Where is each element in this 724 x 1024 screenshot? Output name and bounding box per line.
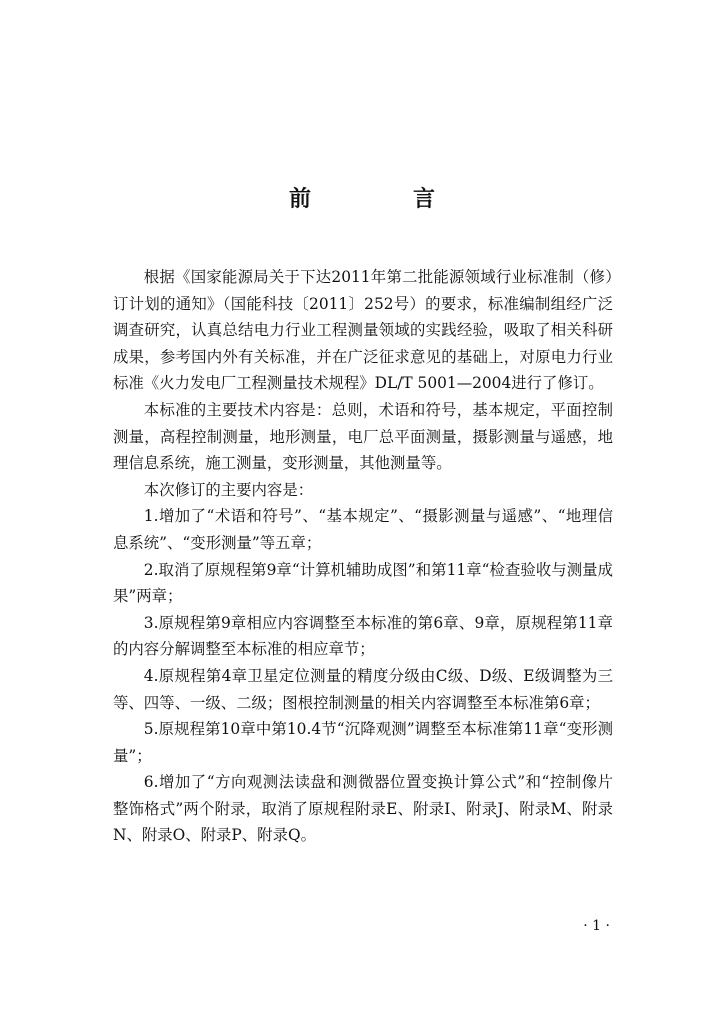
paragraph-revision-item-3: 3.原规程第9章相应内容调整至本标准的第6章、9章，原规程第11章的内容分解调整至本标准的相应章节；	[113, 613, 613, 659]
page-number: · 1 ·	[583, 918, 610, 934]
paragraph-revision-item-1: 1.增加了“术语和符号”、“基本规定”、“摄影测量与遥感”、“地理信息系统”、“变形测量”等五章；	[113, 507, 613, 552]
paragraph-main-content: 本标准的主要技术内容是：总则，术语和符号，基本规定，平面控制测量，高程控制测量，地形测量，电厂总平面测量，摄影测量与遥感，地理信息系统，施工测量，变形测量，其他测量等。	[113, 400, 613, 473]
paragraph-revision-item-5: 5.原规程第10章中第10.4节“沉降观测”调整至本标准第11章“变形测量”；	[113, 720, 613, 765]
paragraph-background: 根据《国家能源局关于下达2011年第二批能源领域行业标准制（修）订计划的通知》（国能科技〔2011〕252号）的要求，标准编制组经广泛调查研究，认真总结电力行业工程测量领域的实践经验，吸取了相关科研成果，参考国内外有关标准，并在广泛征求意见的基础上，对原电力行业标准《火力发电厂工程测量技术规程》DL/T 5001—2004进行了修订。	[113, 268, 613, 393]
document-body	[113, 264, 613, 849]
paragraph-revision-intro: 本次修订的主要内容是：	[143, 480, 314, 499]
paragraph-revision-item-2: 2.取消了原规程第9章“计算机辅助成图”和第11章“检查验收与测量成果”两章；	[113, 560, 613, 606]
page-title: 前 言	[288, 187, 475, 212]
paragraph-revision-item-4: 4.原规程第4章卫星定位测量的精度分级由C级、D级、E级调整为三等、四等、一级、二级；图根控制测量的相关内容调整至本标准第6章；	[113, 666, 613, 712]
paragraph-revision-item-6: 6.增加了“方向观测法读盘和测微器位置变换计算公式”和“控制像片整饰格式”两个附录，取消了原规程附录E、附录I、附录J、附录M、附录N、附录O、附录P、附录Q。	[113, 773, 613, 845]
